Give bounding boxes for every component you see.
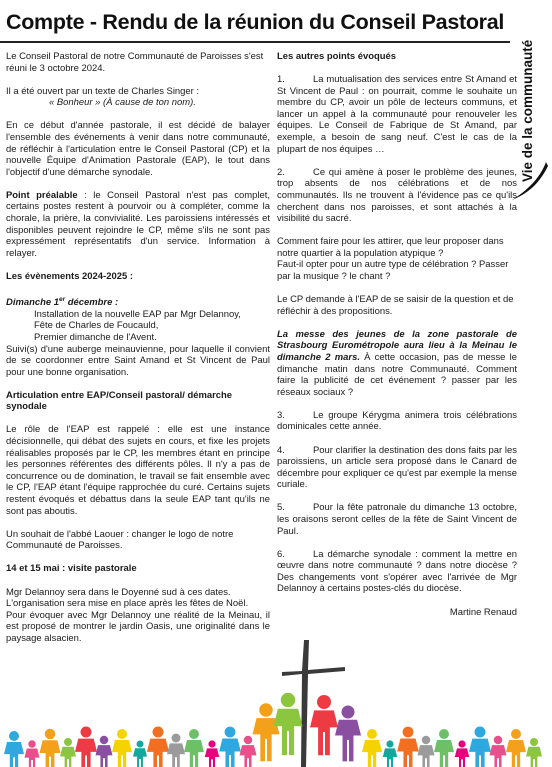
visit-heading: 14 et 15 mai : visite pastorale bbox=[6, 563, 137, 575]
point-3 bbox=[277, 410, 517, 433]
person-figure bbox=[434, 729, 454, 767]
person-figure bbox=[397, 727, 419, 767]
page-title: Compte - Rendu de la réunion du Conseil Pastoral bbox=[6, 10, 505, 34]
point-2 bbox=[277, 167, 517, 225]
preliminary-label: Point préalable bbox=[6, 189, 78, 201]
other-points-heading: Les autres points évoqués bbox=[277, 51, 397, 62]
person-figure bbox=[418, 736, 435, 767]
person-figure bbox=[253, 703, 280, 761]
person-figure bbox=[147, 727, 169, 767]
author-signature: Martine Renaud bbox=[449, 606, 517, 618]
visit-paragraph: Mgr Delannoy sera dans le Doyenné sud à ces dates. L'organisation sera mise en place après les fêtes de Noël. bbox=[6, 586, 249, 610]
question-1: Comment faire pour les attirer, que leur proposer dans notre quartier à la population atypique ? bbox=[277, 236, 504, 259]
december-item: Premier dimanche de l'Avent. bbox=[34, 331, 157, 343]
title-rule bbox=[0, 41, 510, 43]
point-number: 2. bbox=[277, 166, 285, 178]
point-number: 4. bbox=[277, 444, 285, 456]
person-figure bbox=[205, 740, 219, 767]
point-text: La mutualisation des services entre St Amand et St Vincent de Paul : on pourrait, comme le souhaite un membre du CP, avoir un pôle de lecteurs communs, et lancer un appel à la communauté pour renouveler les équipes. Le Conseil de Fabrique de St Amand, par exemple, a besoin de sang neuf. C'est le cas de la plupart de nos équipes … bbox=[277, 74, 517, 155]
question-2: Faut-il opter pour un autre type de célébration ? Passer par la musique ? le chant ? bbox=[277, 259, 509, 282]
person-figure bbox=[383, 740, 397, 767]
youth-mass-announcement: La messe des jeunes de la zone pastorale de Strasbourg Eurométropole aura lieu à la Meinau le dimanche 2 mars. bbox=[277, 328, 517, 363]
person-figure bbox=[469, 727, 491, 767]
person-figure bbox=[274, 693, 303, 755]
point-number: 6. bbox=[277, 548, 285, 560]
person-figure bbox=[4, 731, 24, 767]
december-label: Dimanche 1er décembre : bbox=[6, 296, 119, 309]
auberge-paragraph: Suivi(s) d'une auberge meinauvienne, pour laquelle il convient de se coordonner entre Saint Amand et St Vincent de Paul pour une bonne organisation. bbox=[6, 343, 270, 378]
people-group bbox=[4, 693, 542, 767]
person-figure bbox=[526, 738, 542, 767]
point-text: Pour clarifier la destination des dons faits par les paroissiens, un article sera proposé dans le Canard de décembre pour expliquer ce qu'est par exemple la mense curiale. bbox=[277, 444, 517, 491]
person-figure bbox=[335, 706, 361, 762]
point-4 bbox=[277, 445, 517, 491]
eap-role-paragraph: Le rôle de l'EAP est rappelé : elle est une instance décisionnelle, qui débat des sujets en cours, et fixe les projets réalisables proposés par le CP, les membres étant en principe les personnes référentes des différents pôles. Il n'y a pas de concurrence ou de domination, le travail se fait ensemble avec le CP, l'EAP étant l'équipe rapprochée du curé. Certains sujets restent évoqués et débattus dans la seule EAP tant qu'ils ne sont pas aboutis. bbox=[6, 424, 270, 517]
person-figure bbox=[60, 738, 76, 767]
person-figure bbox=[240, 736, 257, 767]
person-figure bbox=[455, 740, 469, 767]
person-figure bbox=[25, 740, 40, 767]
point-number: 5. bbox=[277, 502, 285, 514]
context-paragraph: En ce début d'année pastorale, il est décidé de balayer l'ensemble des événements à venir dans notre communauté, de réfléchir à l'articulation entre le Conseil Pastoral (CP) et la nouvelle Équipe d'Animation Pastorale (EAP), le tout dans l'objectif d'une démarche synodale. bbox=[6, 120, 270, 178]
left-column bbox=[6, 51, 270, 656]
point-text: Pour la fête patronale du dimanche 13 octobre, les oraisons seront celles de la fête de Saint Vincent de Paul. bbox=[277, 502, 517, 537]
december-block bbox=[6, 294, 270, 344]
intro-paragraph: Le Conseil Pastoral de notre Communauté de Paroisses s'est réuni le 3 octobre 2024. bbox=[6, 51, 264, 74]
person-figure bbox=[133, 741, 147, 767]
person-figure bbox=[75, 727, 97, 767]
person-figure bbox=[362, 729, 382, 767]
preliminary-text: : le Conseil Pastoral n'est pas complet, certains postes restent à pourvoir ou à compléter, comme la chorale, la prière, la convivialité. Les paroissiens intéressés et disponibles peuvent rejoindre le CP, même s'ils ne sont pas expressément représentatifs d'un service. Information à relayer. bbox=[6, 189, 270, 259]
december-item: Fête de Charles de Foucauld, bbox=[34, 320, 159, 332]
youth-mass-text: À cette occasion, pas de messe le dimanche matin dans notre Communauté. Comment faire la publicité de cet événement ? passer par les réseaux sociaux ? bbox=[277, 351, 517, 398]
community-illustration bbox=[0, 640, 552, 767]
questions-paragraph bbox=[277, 236, 517, 282]
youth-mass-paragraph bbox=[277, 329, 517, 399]
person-figure bbox=[96, 736, 113, 767]
opening-text: Il a été ouvert par un texte de Charles Singer : bbox=[6, 85, 200, 97]
point-text: La démarche synodale : comment la mettre en œuvre dans notre communauté ? dans notre diocèse ? Des changements vont s'opérer avec l'arrivée de Mgr Delannoy à certains postes-clés du diocèse. bbox=[277, 548, 517, 595]
point-5 bbox=[277, 502, 517, 537]
december-item: Installation de la nouvelle EAP par Mgr Delannoy, bbox=[34, 308, 241, 320]
person-figure bbox=[490, 736, 507, 767]
point-1 bbox=[277, 74, 517, 155]
point-text: Ce qui amène à poser le problème des jeunes, trop absents de nos célébrations et de nos communautés. Ils ne trouvent à l'évidence pas ce qu'ils cherchent dans nos paroisses, et sont attachés à la visibilité du sacré. bbox=[277, 166, 517, 225]
point-text: Le groupe Kérygma animera trois célébrations dominicales cette année. bbox=[277, 409, 517, 433]
cp-request-paragraph: Le CP demande à l'EAP de se saisir de la question et de réfléchir à des propositions. bbox=[277, 294, 514, 317]
events-heading: Les évènements 2024-2025 : bbox=[6, 270, 133, 282]
point-number: 1. bbox=[277, 74, 285, 86]
opening-quote: « Bonheur » (À cause de ton nom). bbox=[49, 97, 196, 109]
person-figure bbox=[310, 695, 338, 755]
point-number: 3. bbox=[277, 409, 285, 421]
person-figure bbox=[184, 729, 204, 767]
opening-paragraph bbox=[6, 86, 270, 109]
point-6 bbox=[277, 549, 517, 595]
person-figure bbox=[219, 727, 241, 767]
section-label: Vie de la communauté bbox=[520, 39, 535, 182]
person-figure bbox=[167, 734, 185, 767]
person-figure bbox=[112, 729, 132, 767]
articulation-heading: Articulation entre EAP/Conseil pastoral/ démarche synodale bbox=[6, 389, 233, 413]
oasis-paragraph: Pour évoquer avec Mgr Delannoy une réalité de la Meinau, il est proposé de montrer le jardin Oasis, une originalité dans le paysage alsacien. bbox=[6, 609, 270, 644]
preliminary-paragraph bbox=[6, 190, 270, 260]
logo-wish-paragraph: Un souhait de l'abbé Laouer : changer le logo de notre Communauté de Paroisses. bbox=[6, 528, 234, 552]
right-column bbox=[277, 51, 517, 618]
person-figure bbox=[506, 729, 526, 767]
person-figure bbox=[40, 729, 61, 767]
